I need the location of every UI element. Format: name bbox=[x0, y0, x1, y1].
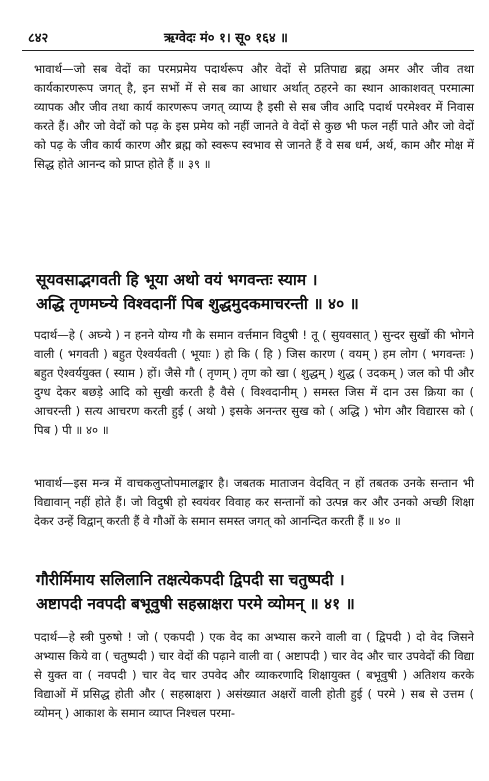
verse-41-line-2: अष्टापदी नवपदी बभूवुषी सहस्राक्षरा परमे व्योमन् ॥ ४१ ॥ bbox=[36, 595, 355, 613]
padartha-40 bbox=[34, 326, 474, 478]
bhavartha-39-text: भावार्थ—जो सब वेदों का परमप्रमेय पदार्थरूप और वेदों से प्रतिपाद्य ब्रह्म अमर और जीव तथा कार्यकारणरूप जगत् है, इन सभों में से सब का आधार अर्थात् ठहरने का स्थान आकाशवत् परमात्मा व्यापक और जीव तथा कार्य कारणरूप जगत् व्याप्य है इसी से सब जीव आदि पदार्थ परमेश्वर में निवास करते हैं। और जो वेदों को पढ़ के इस प्रमेय को नहीं जानते वे वेदों से कुछ भी फल नहीं पाते और जो वेदों को पढ़ के जीव कार्य कारण और ब्रह्म को स्वरूप स्वभाव से जानते हैं वे सब धर्म, अर्थ, काम और मोक्ष में सिद्ध होते आनन्द को प्राप्त होते हैं ॥ ३९ ॥ bbox=[34, 62, 474, 171]
verse-41-line-1: गौरीर्मिमाय सलिलानि तक्षत्येकपदी द्विपदी सा चतुष्पदी । bbox=[36, 571, 345, 589]
padartha-41-text: पदार्थ—हे स्त्री पुरुषो ! जो ( एकपदी ) एक वेद का अभ्यास करने वाली वा ( द्विपदी ) दो वेद जिसने अभ्यास किये वा ( चतुष्पदी ) चार वेदों की पढ़ाने वाली वा ( अष्टापदी ) चार वेद और चार उपवेदों की विद्या से युक्त वा ( नवपदी ) चार वेद चार उपवेद और व्याकरणादि शिक्षायुक्त ( बभूवुषी ) अतिशय करके विद्याओं में प्रसिद्ध होती और ( सहस्राक्षरा ) असंख्यात अक्षरों वाली होती हुई ( परमे ) सब से उत्तम ( व्योमन् ) आकाश के समान व्याप्त निश्चल परमा- bbox=[34, 630, 474, 720]
running-title: ऋग्वेदः मं० १। सू० १६४ ॥ bbox=[164, 31, 288, 46]
padartha-40-text: पदार्थ—हे ( अघ्न्ये ) न हनने योग्य गौ के समान वर्त्तमान विदुषी ! तू ( सुयवसात् ) सुन्दर सुखों की भोगने वाली ( भगवती ) बहुत ऐश्वर्यवती ( भूयाः ) हो कि ( हि ) जिस कारण ( वयम् ) हम लोग ( भगवन्तः ) बहुत ऐश्वर्ययुक्त ( स्याम ) हों। जैसे गौ ( तृणम् ) तृण को खा ( शुद्धम् ) शुद्ध ( उदकम् ) जल को पी और दुग्ध देकर बछड़े आदि को सुखी करती है वैसे ( विश्वदानीम् ) समस्त जिस में दान उस क्रिया का ( आचरन्ती ) सत्य आचरण करती हुई ( अथो ) इसके अनन्तर सुख को ( अद्धि ) भोग और विद्यारस को ( पिब ) पी ॥ ४० ॥ bbox=[34, 328, 474, 437]
verse-40-line-2: अद्धि तृणमघ्न्ये विश्वदानीं पिब शुद्धमुदकमाचरन्ती ॥ ४० ॥ bbox=[36, 295, 359, 313]
bhavartha-40 bbox=[34, 474, 474, 569]
header-divider bbox=[22, 50, 474, 51]
bhavartha-40-text: भावार्थ—इस मन्त्र में वाचकलुप्तोपमालङ्कार है। जबतक माताजन वेदवित् न हों तबतक उनके सन्तान भी विद्यावान् नहीं होते हैं। जो विदुषी हो स्वयंवर विवाह कर सन्तानों को उत्पन्न कर और उनको अच्छी शिक्षा देकर उन्हें विद्वान् करती हैं वे गौओं के समान समस्त जगत् को आनन्दित करती हैं ॥ ४० ॥ bbox=[34, 476, 474, 528]
page-header bbox=[24, 26, 464, 46]
verse-40-line-1: सूयवसाद्भगवती हि भूया अथो वयं भगवन्तः स्याम । bbox=[36, 271, 318, 289]
verse-41 bbox=[36, 568, 476, 616]
verse-40 bbox=[36, 268, 476, 316]
page-number: ८४२ bbox=[28, 31, 49, 46]
bhavartha-39 bbox=[34, 60, 474, 260]
padartha-41 bbox=[34, 628, 474, 773]
